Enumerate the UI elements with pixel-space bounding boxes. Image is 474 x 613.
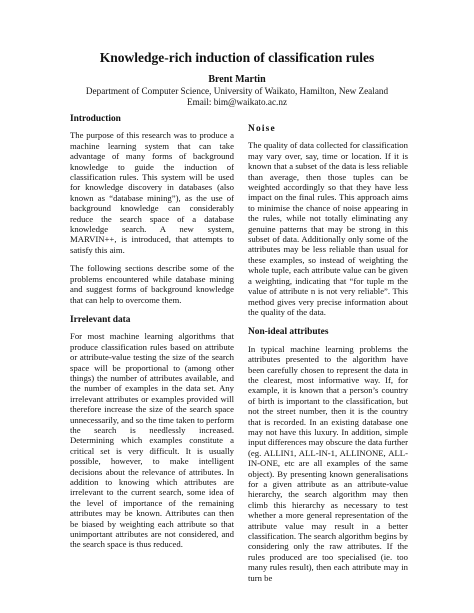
left-column	[70, 114, 234, 560]
section-heading: Noise	[248, 124, 276, 134]
paragraph: In typical machine learning problems the attributes presented to the algorithm have been carefully chosen to represent the data in the clearest, most informative way. If, for example, it is known that a person’s country of birth is important to the classification, but not the street number, then it is the country that is recorded. In an existing database one may not have this luxury. In addition, simple input differences may obscure the data further (eg. ALLIN1, ALL-IN-1, ALLINONE, ALL-IN-ONE, etc are all examples of the same object). By presenting known generalisations for a given attribute as an attribute-value hierarchy, the search algorithm may then climb this hierarchy as necessary to test whether a more general representation of the attribute value may result in a better classification. The search algorithm begins by considering only the raw attributes. If the rules produced are too specialised (ie. too many rules result), then each attribute may in turn be	[248, 343, 409, 583]
email-line: Email: bim@waikato.ac.nz	[186, 97, 288, 107]
paragraph: For most machine learning algorithms that produce classification rules based on attribute or attribute-value testing the size of the search space will be proportional to (among other things) the number of attributes available, and the number of examples in the data set. Any irrelevant attributes or examples provided will therefore increase the size of the search space unnecessarily, and so the time taken to perform the search is needlessly increased. Determining which examples constitute a critical set is very difficult. It is usually possible, however, to make intelligent decisions about the relevance of attributes. In addition to knowing which attributes are irrelevant to the current search, some idea of the level of importance of the remaining attributes may be known. Attributes can then be biased by weighting each attribute so that unimportant attributes are not considered, and the search space is thus reduced.	[70, 331, 234, 550]
paragraph: The quality of data collected for classification may vary over, say, time or location. If it is known that a subset of the data is less reliable than average, then those tuples can be weighted accordingly so that they have less impact on the final rules. This approach aims to minimise the chance of noise appearing in the rules, while not totally eliminating any genuine patterns that may be strong in this subset of data. Additionally only some of the attributes may be less reliable than usual for these examples, so instead of weighting the whole tuple, each attribute value can be given a weighting, indicating that “for tuple m the value of attribute n is not very reliable”. This method gives very precise information about the quality of the data.	[248, 140, 408, 317]
section-irrelevant-data	[70, 315, 234, 550]
right-column	[248, 124, 408, 593]
paragraph: The purpose of this research was to produce a machine learning system that can take advantage of many forms of background knowledge to guide the induction of classification rules. This system will be used for knowledge discovery in databases (also known as “database mining”), as the use of background knowledge can considerably reduce the search space of a database knowledge search. A new system, MARVIN++, is introduced, that attempts to satisfy this aim.	[70, 130, 234, 255]
section-heading: Irrelevant data	[70, 314, 131, 325]
author-name: Brent Martin	[208, 74, 266, 85]
section-non-ideal-attributes	[248, 327, 408, 583]
section-heading: Introduction	[70, 114, 121, 124]
affiliation-line: Department of Computer Science, University of Waikato, Hamilton, New Zealand	[85, 86, 389, 96]
paragraph: The following sections describe some of the problems encountered while database mining and suggest forms of background knowledge that can help to overcome them.	[70, 263, 234, 305]
paper-title: Knowledge-rich induction of classification rules	[99, 50, 375, 65]
section-heading: Non-ideal attributes	[248, 327, 329, 338]
section-introduction	[70, 114, 234, 305]
section-noise	[248, 124, 408, 317]
affiliation-block	[0, 86, 474, 108]
